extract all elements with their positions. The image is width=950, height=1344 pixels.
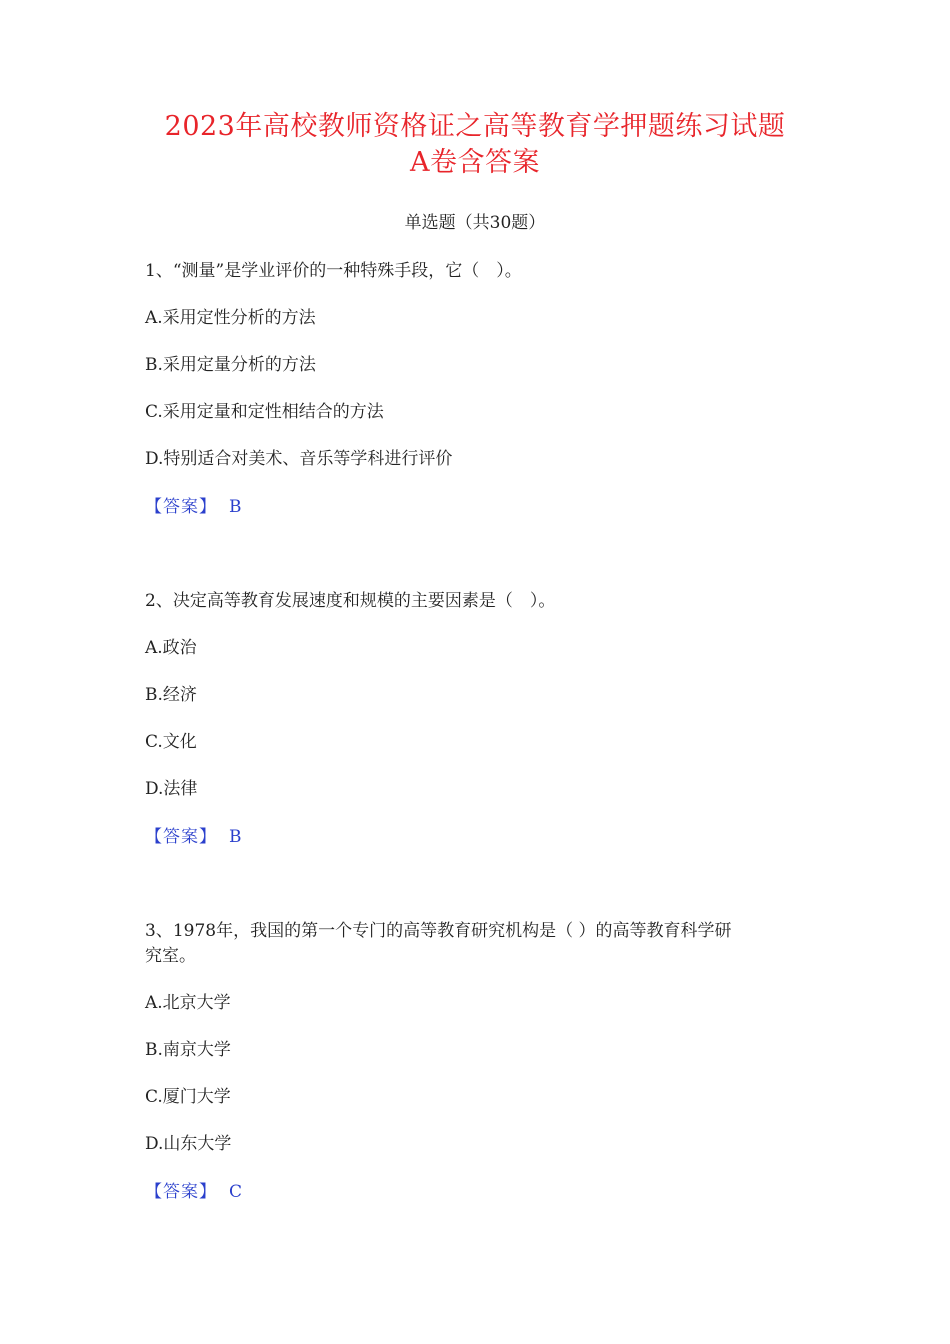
question-2-option-a: A.政治 — [145, 638, 197, 658]
document-title-line-2: A卷含答案 — [410, 147, 540, 178]
question-1-option-c: C.采用定量和定性相结合的方法 — [145, 402, 384, 422]
answer-label: 【答案】 — [145, 827, 217, 847]
question-1-answer — [145, 494, 810, 520]
document-title-line-1: 2023年高校教师资格证之高等教育学押题练习试题 — [164, 111, 786, 142]
question-3-option-d: D.山东大学 — [145, 1134, 232, 1154]
question-2-stem: 2、决定高等教育发展速度和规模的主要因素是（ ）。 — [145, 591, 556, 611]
section-heading: 单选题（共30题） — [404, 213, 546, 233]
question-2-option-c: C.文化 — [145, 732, 197, 752]
question-3-stem-line-1: 3、1978年，我国的第一个专门的高等教育研究机构是（ ）的高等教育科学研 — [145, 921, 732, 941]
question-3-stem-line-2: 究室。 — [145, 946, 196, 966]
answer-label: 【答案】 — [145, 497, 217, 517]
question-2-option-b: B.经济 — [145, 685, 197, 705]
answer-value: B — [229, 497, 242, 517]
question-3-option-c: C.厦门大学 — [145, 1087, 231, 1107]
question-1-option-d: D.特别适合对美术、音乐等学科进行评价 — [145, 449, 453, 469]
question-2-option-d: D.法律 — [145, 779, 198, 799]
question-1-option-a: A.采用定性分析的方法 — [145, 308, 316, 328]
question-3-option-b: B.南京大学 — [145, 1040, 231, 1060]
answer-value: B — [229, 827, 242, 847]
answer-label: 【答案】 — [145, 1182, 217, 1202]
question-1-option-b: B.采用定量分析的方法 — [145, 355, 316, 375]
question-3-answer — [145, 1179, 810, 1205]
question-2-answer — [145, 824, 810, 850]
question-3-option-a: A.北京大学 — [145, 993, 231, 1013]
question-1-stem: 1、“测量”是学业评价的一种特殊手段，它（ ）。 — [145, 261, 522, 281]
answer-value: C — [229, 1182, 243, 1202]
